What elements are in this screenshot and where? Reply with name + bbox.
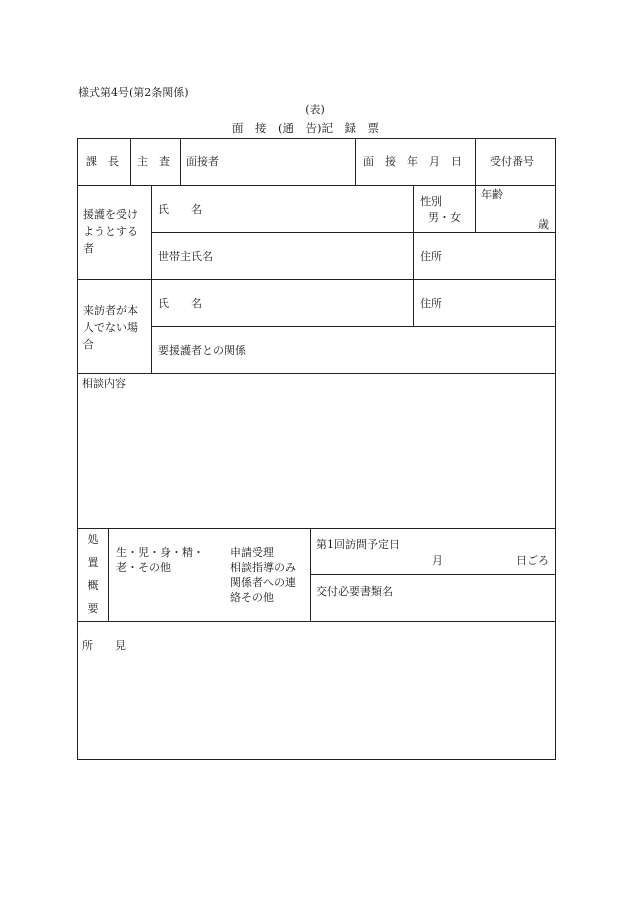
visitor-name-label: 氏 名 bbox=[158, 297, 202, 310]
disposition-label-4: 要 bbox=[87, 602, 99, 615]
header-shusa: 主 査 bbox=[137, 155, 170, 168]
rule-visitor-mid bbox=[151, 326, 556, 327]
disposition-label-1: 処 bbox=[87, 533, 99, 546]
applicant-address-label: 住所 bbox=[420, 250, 442, 263]
applicant-name-label: 氏 名 bbox=[158, 203, 202, 216]
applicant-sex-options: 男・女 bbox=[428, 211, 461, 224]
disposition-label-2: 置 bbox=[87, 556, 99, 569]
visitor-section-label: 来訪者が本人でない場合 bbox=[83, 304, 138, 351]
disposition-action-1: 申請受理 bbox=[230, 546, 274, 559]
rule-v-disposition-label bbox=[108, 528, 109, 621]
header-kacho: 課 長 bbox=[86, 155, 119, 168]
header-mensetsusha: 面接者 bbox=[186, 155, 219, 168]
disposition-action-2: 相談指導のみ bbox=[230, 561, 296, 574]
rule-v-section-label bbox=[151, 185, 152, 373]
applicant-sex-label: 性別 bbox=[420, 195, 442, 208]
findings-label: 所 見 bbox=[82, 639, 126, 652]
rule-applicant-mid bbox=[151, 232, 556, 233]
first-visit-date-label: 第1回訪問予定日 bbox=[316, 538, 400, 551]
visitor-address-label: 住所 bbox=[420, 297, 442, 310]
disposition-categories-line1: 生・児・身・精・ bbox=[116, 546, 204, 559]
disposition-categories-line2: 老・その他 bbox=[116, 561, 171, 574]
applicant-age-unit: 歳 bbox=[538, 218, 549, 231]
rule-v-shusa bbox=[180, 138, 181, 185]
visitor-relation-label: 要援護者との関係 bbox=[158, 344, 246, 357]
rule-header-bottom bbox=[77, 185, 556, 186]
rule-disposition-bottom bbox=[77, 621, 556, 622]
first-visit-month: 月 bbox=[432, 554, 443, 567]
rule-v-sex bbox=[475, 185, 476, 232]
applicant-age-label: 年齢 bbox=[481, 188, 503, 201]
header-receipt-number: 受付番号 bbox=[490, 155, 534, 168]
disposition-label-3: 概 bbox=[87, 579, 99, 592]
rule-consultation-bottom bbox=[77, 528, 556, 529]
rule-v-mensetsusha bbox=[355, 138, 356, 185]
rule-v-date bbox=[475, 138, 476, 185]
form-number: 様式第4号(第2条関係) bbox=[78, 86, 189, 99]
header-interview-date: 面 接 年 月 日 bbox=[363, 155, 462, 168]
household-head-label: 世帯主氏名 bbox=[158, 250, 213, 263]
rule-applicant-bottom bbox=[77, 279, 556, 280]
disposition-action-3: 関係者への連 bbox=[230, 576, 296, 589]
rule-visitor-bottom bbox=[77, 373, 556, 374]
required-documents-label: 交付必要書類名 bbox=[316, 585, 393, 598]
rule-v-address bbox=[413, 185, 414, 326]
applicant-section-label: 援護を受けようとする者 bbox=[83, 208, 138, 255]
form-title: 面 接 (通 告)記 録 票 bbox=[232, 121, 379, 135]
consultation-content-label: 相談内容 bbox=[82, 377, 126, 390]
rule-disposition-mid bbox=[310, 574, 556, 575]
front-side-label: (表) bbox=[305, 103, 325, 116]
rule-v-kacho bbox=[130, 138, 131, 185]
disposition-action-4: 絡その他 bbox=[230, 591, 274, 604]
first-visit-day: 日ごろ bbox=[516, 554, 549, 567]
rule-v-disposition-right bbox=[310, 528, 311, 621]
